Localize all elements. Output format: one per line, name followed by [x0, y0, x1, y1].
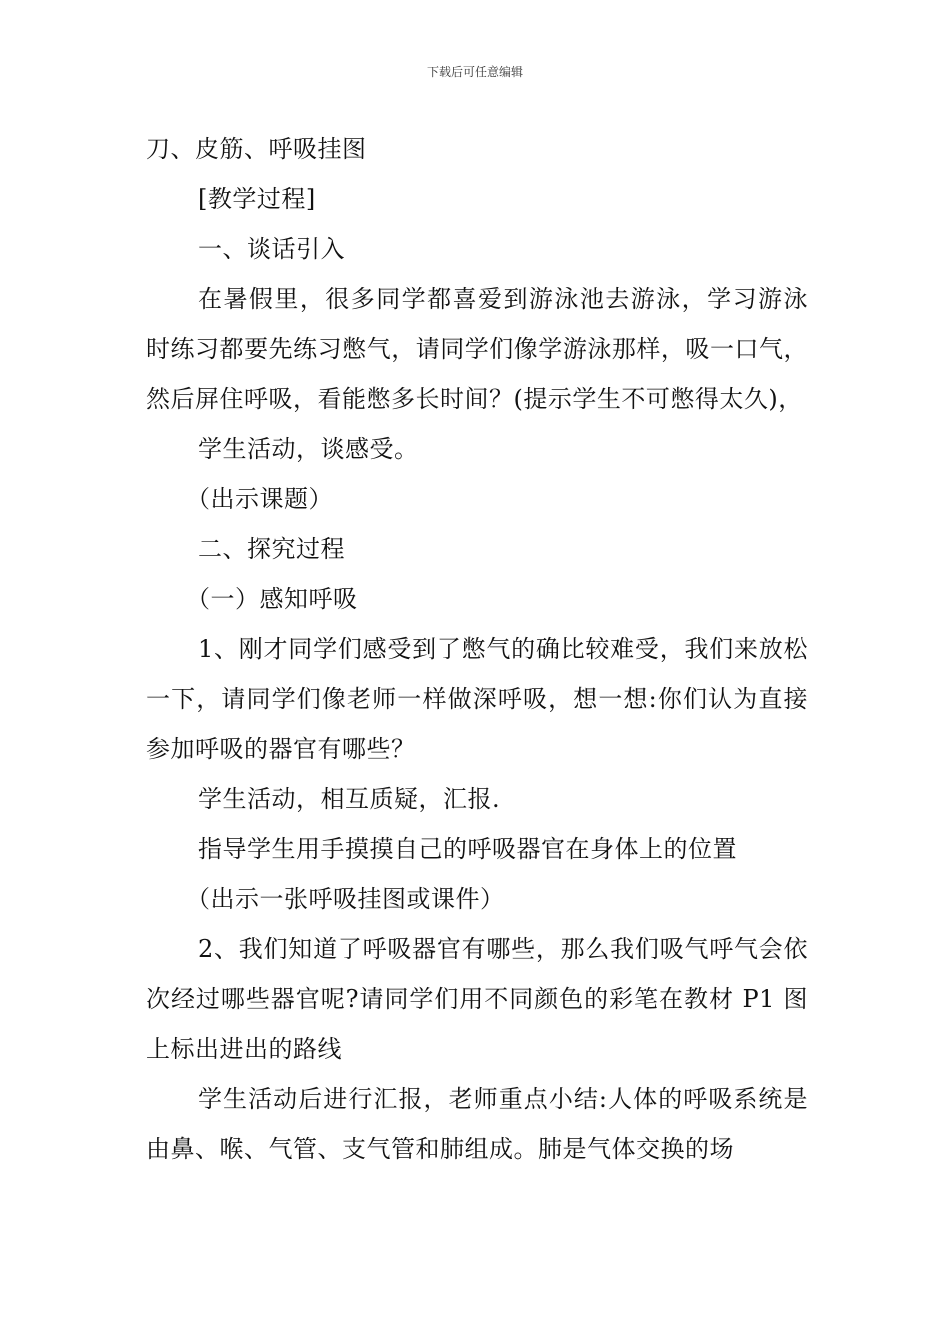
paragraph-show-chart: （出示一张呼吸挂图或课件） [186, 885, 505, 913]
paragraph-intro-swimming: 在暑假里，很多同学都喜爱到游泳池去游泳，学习游泳时练习都要先练习憋气，请同学们像学游泳那样，吸一口气，然后屏住呼吸，看能憋多长时间？(提示学生不可憋得太久)， [146, 285, 808, 413]
paragraph-subsection-one-heading: （一）感知呼吸 [186, 585, 358, 613]
paragraph-teaching-process-heading: [教学过程] [198, 185, 316, 213]
paragraph-guide-touch: 指导学生用手摸摸自己的呼吸器官在身体上的位置 [198, 835, 737, 863]
paragraph-summary: 学生活动后进行汇报，老师重点小结:人体的呼吸系统是由鼻、喉、气管、支气管和肺组成。肺是气体交换的场 [146, 1085, 808, 1163]
paragraph-deep-breath: 1、刚才同学们感受到了憋气的确比较难受，我们来放松一下，请同学们像老师一样做深呼吸，想一想:你们认为直接参加呼吸的器官有哪些？ [146, 635, 808, 763]
paragraph-materials: 刀、皮筋、呼吸挂图 [146, 135, 367, 163]
paragraph-section-two-heading: 二、探究过程 [198, 535, 345, 563]
paragraph-breathing-path: 2、我们知道了呼吸器官有哪些，那么我们吸气呼气会依次经过哪些器官呢?请同学们用不同颜色的彩笔在教材 P1 图上标出进出的路线 [146, 935, 808, 1063]
paragraph-show-title: （出示课题） [186, 485, 333, 513]
paragraph-section-one-heading: 一、谈话引入 [198, 235, 345, 263]
paragraph-student-activity-2: 学生活动，相互质疑，汇报. [198, 785, 501, 813]
paragraph-student-activity-1: 学生活动，谈感受。 [198, 435, 419, 463]
page-header: 下载后可任意编辑 [426, 65, 523, 79]
document-body [146, 124, 808, 1174]
